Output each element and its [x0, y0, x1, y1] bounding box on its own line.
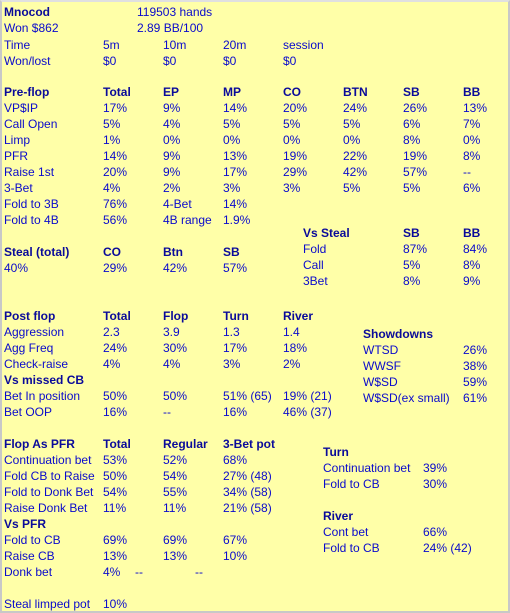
column-header: Total — [103, 437, 131, 451]
stat-value: 5% — [343, 181, 361, 195]
stat-value: 30% — [423, 477, 448, 491]
stat-label: Call — [303, 258, 324, 272]
stat-label: 3-Bet — [4, 181, 33, 195]
subsection-title: Vs PFR — [4, 517, 47, 531]
stat-label: Call Open — [4, 117, 58, 131]
stat-value: 4% — [103, 357, 121, 371]
column-header: 3-Bet pot — [223, 437, 275, 451]
column-header: SB — [223, 245, 240, 259]
column-header: BB — [463, 85, 481, 99]
stat-value: 54% — [163, 469, 188, 483]
stat-value: 5% — [403, 258, 421, 272]
stat-value: 59% — [463, 375, 488, 389]
stat-label: Fold to CB — [4, 533, 61, 547]
stat-value: 20% — [283, 101, 308, 115]
stat-value: 17% — [223, 341, 248, 355]
stat-value: 27% (48) — [223, 469, 272, 483]
stat-value: 16% — [103, 405, 128, 419]
stat-value: 40% — [4, 261, 29, 275]
stat-value: 39% — [423, 461, 448, 475]
stat-value: 19% (21) — [283, 389, 332, 403]
stat-value: 16% — [223, 405, 248, 419]
stat-value: 6% — [403, 117, 421, 131]
section-title: Steal (total) — [4, 245, 70, 259]
stat-value: 14% — [223, 197, 248, 211]
stat-value: 0% — [283, 133, 301, 147]
stat-value: 29% — [283, 165, 308, 179]
stat-value: 87% — [403, 242, 428, 256]
column-header: Total — [103, 309, 131, 323]
subsection-title: Vs missed CB — [4, 373, 85, 387]
stat-value: 10% — [223, 549, 248, 563]
stat-label: W$SD(ex small) — [363, 391, 450, 405]
stat-label: Fold to Donk Bet — [4, 485, 94, 499]
stat-value: 13% — [163, 549, 188, 563]
column-header: MP — [223, 85, 241, 99]
stat-value: 1.4 — [283, 325, 300, 339]
stat-value: -- — [135, 565, 143, 579]
stat-value: 5% — [103, 117, 121, 131]
stat-label: Raise 1st — [4, 165, 55, 179]
stat-value: 24% — [343, 101, 368, 115]
stat-value: 42% — [163, 261, 188, 275]
won-amount: Won $862 — [4, 21, 59, 35]
stat-value: 17% — [103, 101, 128, 115]
column-header: BTN — [343, 85, 368, 99]
stat-label: Fold to 3B — [4, 197, 59, 211]
stat-label: Check-raise — [4, 357, 69, 371]
hand-count: 119503 hands — [137, 5, 213, 19]
stat-value: 34% (58) — [223, 485, 272, 499]
stat-value: 13% — [103, 549, 128, 563]
stat-value: 13% — [223, 149, 248, 163]
stat-value: 8% — [463, 258, 481, 272]
stat-value: 1.3 — [223, 325, 240, 339]
section-title: Showdowns — [363, 327, 433, 341]
section-title: Flop As PFR — [4, 437, 75, 451]
stat-label: W$SD — [363, 375, 398, 389]
stat-value: 19% — [403, 149, 428, 163]
stat-value: 53% — [103, 453, 128, 467]
stat-value: 2% — [283, 357, 301, 371]
stat-value: 24% (42) — [423, 541, 472, 555]
stat-value: 69% — [163, 533, 188, 547]
time-col: 20m — [223, 38, 247, 52]
column-header: Total — [103, 85, 131, 99]
stat-label: VP$IP — [4, 101, 39, 115]
stat-value: 2.3 — [103, 325, 120, 339]
stat-value: 55% — [163, 485, 188, 499]
stat-value: 0% — [163, 133, 181, 147]
column-header: Regular — [163, 437, 208, 451]
stat-value: 3% — [223, 181, 241, 195]
stat-value: 0% — [223, 133, 241, 147]
wonlost-value: $0 — [223, 54, 237, 68]
stat-label: PFR — [4, 149, 28, 163]
stat-value: 46% (37) — [283, 405, 332, 419]
stat-value: 14% — [223, 101, 248, 115]
section-title: River — [323, 509, 354, 523]
player-name: Mnocod — [4, 5, 50, 19]
section-title: Vs Steal — [303, 226, 350, 240]
stat-label: 3Bet — [303, 274, 328, 288]
stat-value: 0% — [463, 133, 481, 147]
column-header: BB — [463, 226, 481, 240]
time-label: Time — [4, 38, 31, 52]
stat-value: 26% — [463, 343, 488, 357]
column-header: EP — [163, 85, 180, 99]
stat-value: 5% — [283, 117, 301, 131]
stat-label: Fold to CB — [323, 541, 380, 555]
stat-value: 57% — [223, 261, 248, 275]
column-header: CO — [283, 85, 301, 99]
stat-label: Cont bet — [323, 525, 369, 539]
bb-per-100: 2.89 BB/100 — [137, 21, 204, 35]
section-title: Post flop — [4, 309, 56, 323]
stat-value: 4% — [163, 117, 181, 131]
stat-label: Bet In position — [4, 389, 81, 403]
stat-label: Fold CB to Raise — [4, 469, 95, 483]
wonlost-value: $0 — [163, 54, 177, 68]
stat-value: 24% — [103, 341, 128, 355]
stat-value: 84% — [463, 242, 488, 256]
stat-value: 52% — [163, 453, 188, 467]
stat-label: 4B range — [163, 213, 212, 227]
stat-label: WTSD — [363, 343, 399, 357]
stat-value: 4% — [163, 357, 181, 371]
stat-value: 13% — [463, 101, 488, 115]
stat-label: Fold to 4B — [4, 213, 59, 227]
stat-value: 18% — [283, 341, 308, 355]
stat-value: 3% — [283, 181, 301, 195]
column-header: Flop — [163, 309, 189, 323]
stat-value: 14% — [103, 149, 128, 163]
stat-label: Raise CB — [4, 549, 55, 563]
stat-value: 50% — [103, 389, 128, 403]
stat-value: 21% (58) — [223, 501, 272, 515]
stat-value: 1% — [103, 133, 121, 147]
stat-value: 56% — [103, 213, 128, 227]
stat-value: 54% — [103, 485, 128, 499]
stat-value: -- — [195, 565, 203, 579]
stat-value: 19% — [283, 149, 308, 163]
stat-label: Raise Donk Bet — [4, 501, 88, 515]
stat-value: 20% — [103, 165, 128, 179]
stat-label: Steal limped pot — [4, 597, 91, 611]
stat-value: 2% — [163, 181, 181, 195]
stat-value: 6% — [463, 181, 481, 195]
stat-value: 10% — [103, 597, 128, 611]
stat-label: WWSF — [363, 359, 401, 373]
stat-value: 17% — [223, 165, 248, 179]
stat-label: Continuation bet — [323, 461, 411, 475]
stat-value: 11% — [103, 501, 127, 515]
stat-value: 30% — [163, 341, 188, 355]
stat-value: 3.9 — [163, 325, 180, 339]
stat-value: -- — [163, 405, 171, 419]
stat-label: Fold — [303, 242, 327, 256]
stat-value: 38% — [463, 359, 488, 373]
stat-value: 42% — [343, 165, 368, 179]
stat-value: 61% — [463, 391, 488, 405]
stat-label: Fold to CB — [323, 477, 380, 491]
stat-value: 5% — [343, 117, 361, 131]
stat-value: 66% — [423, 525, 448, 539]
stat-label: Aggression — [4, 325, 65, 339]
stat-label: Limp — [4, 133, 31, 147]
stat-value: 50% — [103, 469, 128, 483]
stat-value: 51% (65) — [223, 389, 272, 403]
stat-value: 76% — [103, 197, 128, 211]
column-header: SB — [403, 85, 420, 99]
stat-value: 0% — [343, 133, 361, 147]
wonlost-value: $0 — [283, 54, 297, 68]
stat-value: 67% — [223, 533, 248, 547]
stat-value: 5% — [403, 181, 421, 195]
stat-value: 1.9% — [223, 213, 251, 227]
stat-value: 8% — [403, 133, 421, 147]
time-col: 10m — [163, 38, 187, 52]
stat-value: 29% — [103, 261, 128, 275]
stat-value: 9% — [163, 165, 181, 179]
column-header: River — [283, 309, 314, 323]
stat-value: 50% — [163, 389, 188, 403]
stat-value: 22% — [343, 149, 368, 163]
stat-label: 4-Bet — [163, 197, 192, 211]
stat-value: 7% — [463, 117, 481, 131]
section-title: Turn — [323, 445, 349, 459]
stat-value: 68% — [223, 453, 248, 467]
time-col: 5m — [103, 38, 120, 52]
stat-label: Bet OOP — [4, 405, 53, 419]
stat-value: 57% — [403, 165, 428, 179]
column-header: SB — [403, 226, 420, 240]
stat-label: Continuation bet — [4, 453, 92, 467]
stat-value: 3% — [223, 357, 241, 371]
stat-value: 9% — [163, 149, 181, 163]
stat-value: -- — [463, 165, 471, 179]
stat-value: 4% — [103, 565, 121, 579]
column-header: Turn — [223, 309, 249, 323]
stat-value: 4% — [103, 181, 121, 195]
column-header: CO — [103, 245, 121, 259]
stat-value: 8% — [403, 274, 421, 288]
wonlost-value: $0 — [103, 54, 117, 68]
stat-value: 9% — [463, 274, 481, 288]
stat-label: Agg Freq — [4, 341, 54, 355]
stat-value: 11% — [163, 501, 187, 515]
wonlost-label: Won/lost — [4, 54, 51, 68]
stat-value: 69% — [103, 533, 128, 547]
column-header: Btn — [163, 245, 183, 259]
stat-value: 8% — [463, 149, 481, 163]
stat-label: Donk bet — [4, 565, 53, 579]
section-title: Pre-flop — [4, 85, 50, 99]
stat-value: 5% — [223, 117, 241, 131]
stat-value: 26% — [403, 101, 428, 115]
stat-value: 9% — [163, 101, 181, 115]
time-col: session — [283, 38, 324, 52]
